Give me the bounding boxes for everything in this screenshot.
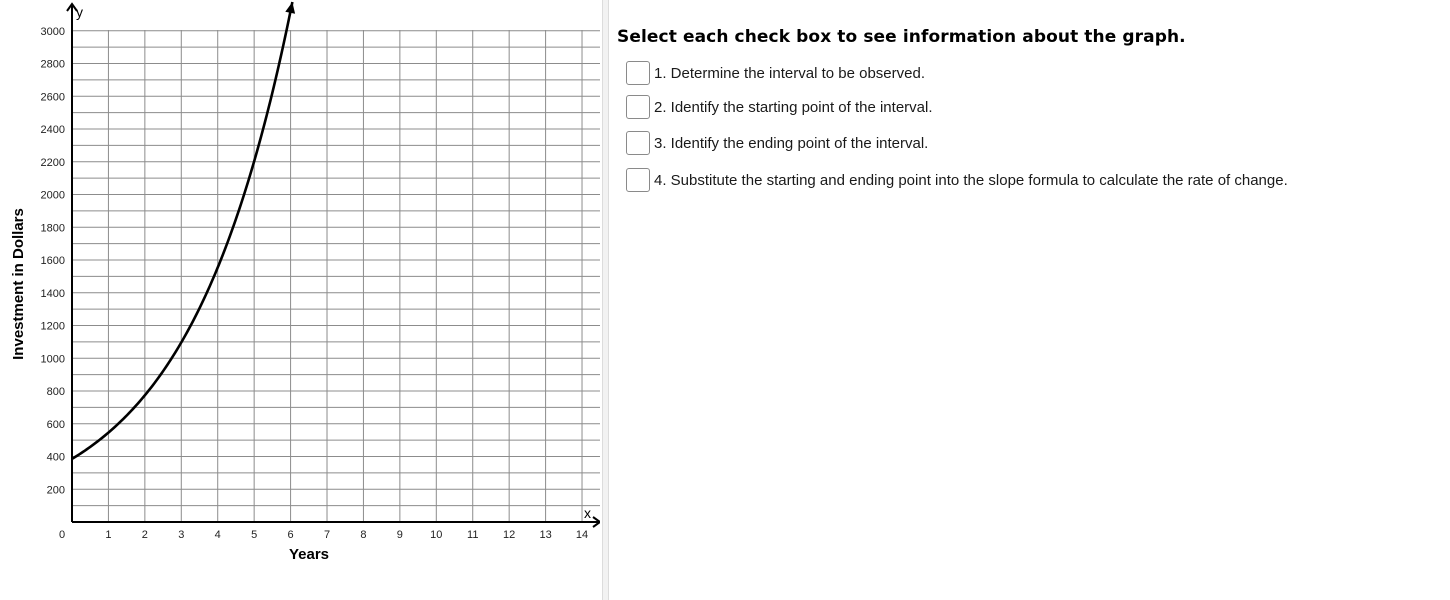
x-axis-letter: x [584, 505, 591, 521]
y-tick-label-3000: 3000 [40, 25, 65, 38]
y-tick-label-1800: 1800 [40, 222, 65, 235]
option-row-1[interactable] [626, 61, 925, 85]
x-tick-label-6: 6 [287, 529, 294, 541]
y-tick-label-2000: 2000 [40, 189, 65, 202]
option-row-2[interactable] [626, 95, 933, 119]
tick-labels [41, 26, 589, 541]
x-tick-label-10: 10 [430, 529, 443, 541]
y-tick-label-1000: 1000 [40, 353, 65, 366]
option-label-3: 3. Identify the ending point of the interval. [654, 134, 929, 152]
option-label-2: 2. Identify the starting point of the interval. [654, 98, 933, 116]
series-curve-0 [72, 2, 292, 459]
axes [67, 4, 600, 527]
y-tick-label-200: 200 [46, 484, 65, 497]
y-tick-label-1200: 1200 [40, 320, 65, 333]
y-tick-label-2400: 2400 [40, 124, 65, 136]
graph-panel [0, 0, 600, 600]
info-panel [617, 0, 1437, 600]
x-tick-label-9: 9 [396, 529, 403, 541]
y-axis-letter: y [76, 4, 83, 20]
x-tick-label-1: 1 [105, 529, 112, 541]
x-tick-label-7: 7 [323, 529, 331, 541]
x-tick-label-13: 13 [539, 529, 552, 541]
checkbox-1[interactable] [626, 61, 650, 85]
x-axis-title: Years [288, 546, 330, 563]
x-tick-label-3: 3 [178, 529, 185, 541]
grid [72, 30, 600, 522]
x-tick-label-14: 14 [575, 529, 589, 541]
y-tick-label-800: 800 [46, 386, 65, 398]
y-tick-label-600: 600 [46, 418, 65, 431]
x-tick-label-0: 0 [58, 529, 66, 541]
x-tick-label-12: 12 [503, 529, 516, 541]
y-tick-label-2600: 2600 [40, 91, 65, 104]
y-tick-label-2800: 2800 [40, 58, 65, 71]
panel-divider[interactable] [602, 0, 609, 600]
y-tick-label-400: 400 [46, 451, 65, 464]
x-tick-label-11: 11 [467, 529, 479, 541]
checkbox-4[interactable] [626, 168, 650, 192]
y-tick-label-2200: 2200 [40, 156, 65, 169]
option-row-3[interactable] [626, 131, 928, 155]
option-label-4: 4. Substitute the starting and ending point into the slope formula to calculate the rate of change. [654, 171, 1288, 189]
x-tick-label-5: 5 [251, 529, 258, 541]
x-tick-label-2: 2 [141, 529, 148, 541]
y-tick-label-1600: 1600 [40, 255, 65, 267]
checkbox-2[interactable] [626, 95, 650, 119]
series-arrowhead-0 [285, 2, 295, 14]
checkbox-3[interactable] [626, 131, 650, 155]
x-tick-label-8: 8 [360, 529, 367, 541]
option-label-1: 1. Determine the interval to be observed. [654, 64, 925, 82]
x-tick-label-4: 4 [214, 529, 221, 541]
option-row-4[interactable] [626, 168, 1288, 192]
investment-chart [0, 0, 600, 600]
instruction-text: Select each check box to see information about the graph. [617, 27, 1186, 47]
y-axis-title: Investment in Dollars [10, 208, 27, 360]
y-tick-label-1400: 1400 [40, 287, 65, 300]
